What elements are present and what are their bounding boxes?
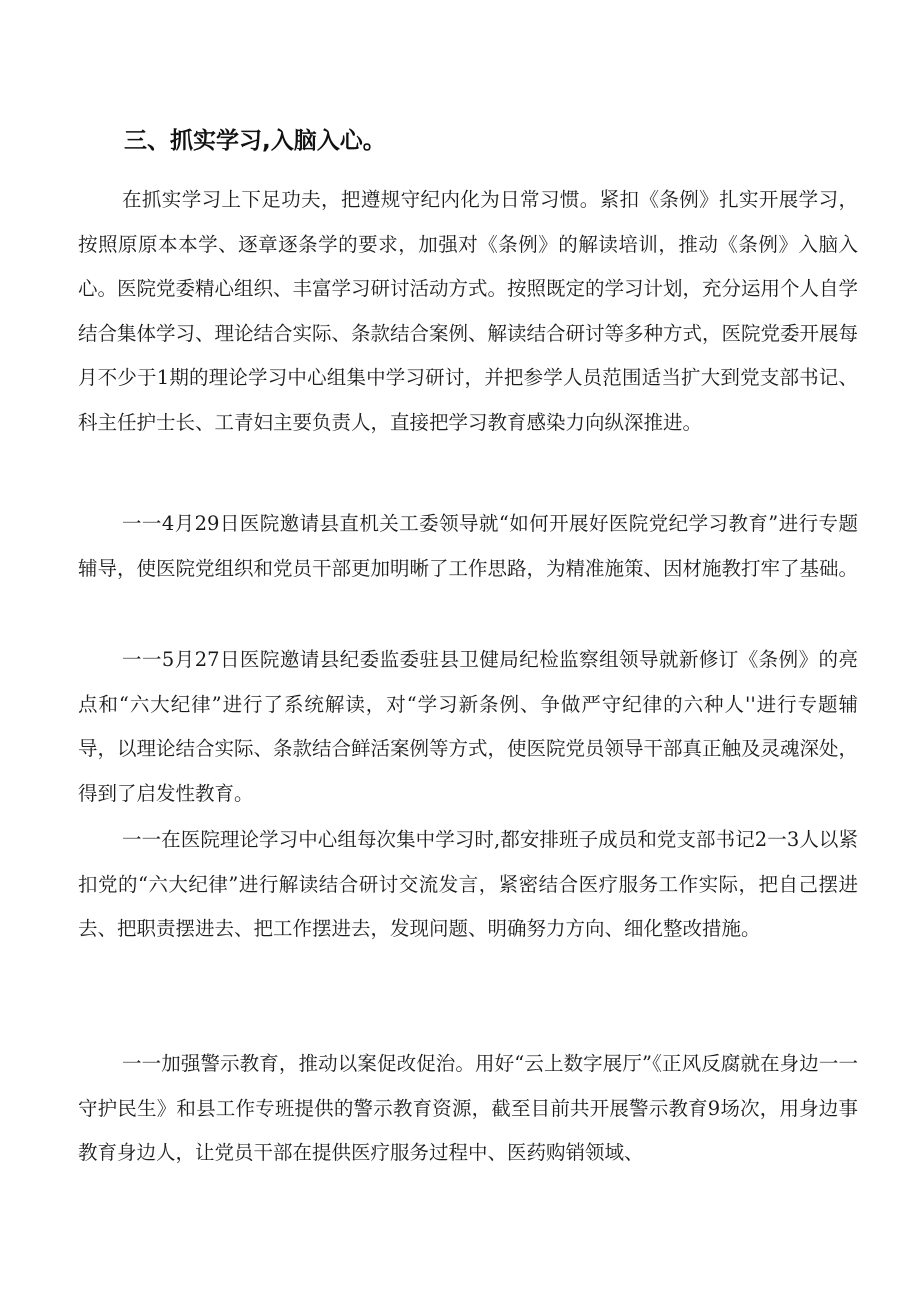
paragraph-warning-education: 一一加强警示教育，推动以案促改促治。用好“云上数字展厅”《正风反腐就在身边一一守护民生》和县工作专班提供的警示教育资源，截至目前共开展警示教育9场次，用身边事教育身边人，让党员干部在提供医疗服务过程中、医药购销领域、	[78, 1052, 858, 1165]
paragraph-april-29: 一一4月29日医院邀请县直机关工委领导就“如何开展好医院党纪学习教育”进行专题辅导，使医院党组织和党员干部更加明晰了工作思路，为精准施策、因材施教打牢了基础。	[78, 512, 859, 580]
paragraph-central-group-study: 一一在医院理论学习中心组每次集中学习时,都安排班子成员和党支部书记2一3人以紧扣党的“六大纪律”进行解读结合研讨交流发言，紧密结合医疗服务工作实际，把自己摆进去、把职责摆进去、把工作摆进去，发现问题、明确努力方向、细化整改措施。	[78, 828, 858, 941]
paragraph-study-overview: 在抓实学习上下足功夫，把遵规守纪内化为日常习惯。紧扣《条例》扎实开展学习，按照原原本本学、逐章逐条学的要求，加强对《条例》的解读培训，推动《条例》入脑入心。医院党委精心组织、丰富学习研讨活动方式。按照既定的学习计划，充分运用个人自学结合集体学习、理论结合实际、条款结合案例、解读结合研讨等多种方式，医院党委开展每月不少于1期的理论学习中心组集中学习研讨，并把参学人员范围适当扩大到党支部书记、科主任护士长、工青妇主要负责人，直接把学习教育感染力向纵深推进。	[78, 188, 859, 434]
section-heading: 三、抓实学习,入脑入心。	[124, 128, 386, 154]
paragraph-may-27: 一一5月27日医院邀请县纪委监委驻县卫健局纪检监察组领导就新修订《条例》的亮点和“六大纪律”进行了系统解读，对“学习新条例、争做严守纪律的六种人''进行专题辅导，以理论结合实际、条款结合鲜活案例等方式，使医院党员领导干部真正触及灵魂深处，得到了启发性教育。	[78, 648, 859, 805]
